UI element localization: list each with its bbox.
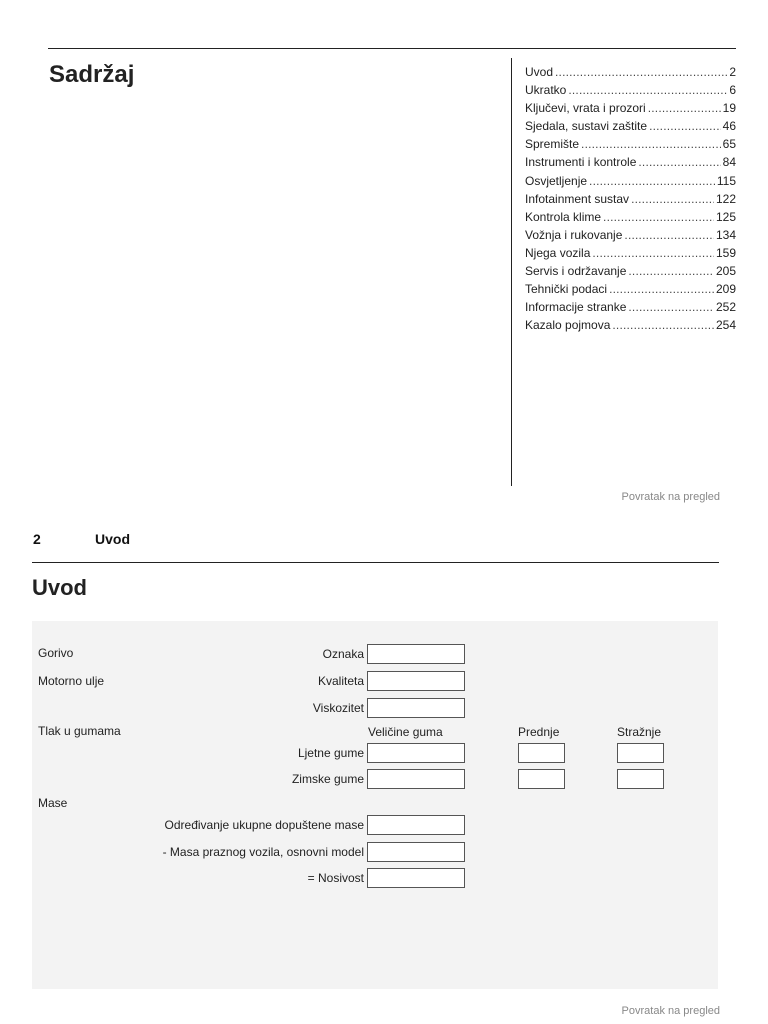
- toc-item[interactable]: [525, 280, 736, 298]
- toc-item[interactable]: [525, 298, 736, 316]
- fuel-designation-field[interactable]: [367, 644, 465, 664]
- winter-tire-size-field[interactable]: [367, 769, 465, 789]
- toc-item[interactable]: [525, 244, 736, 262]
- toc-item[interactable]: [525, 153, 736, 171]
- toc-leader-dots: [612, 316, 714, 334]
- toc-leader-dots: [555, 63, 727, 81]
- toc-item-label: Infotainment sustav: [525, 191, 630, 206]
- toc-item-label: Spremište: [525, 137, 580, 152]
- toc-leader-dots: [589, 172, 715, 190]
- toc-leader-dots: [581, 135, 721, 153]
- gross-mass-label: Određivanje ukupne dopuštene mase: [164, 818, 364, 832]
- rear-header: Stražnje: [617, 725, 662, 739]
- toc-item[interactable]: [525, 99, 736, 117]
- toc-item-label: Informacije stranke: [525, 300, 627, 315]
- toc-divider: [511, 58, 512, 486]
- toc-leader-dots: [649, 117, 721, 135]
- toc-item-page: 2: [729, 65, 736, 79]
- winter-front-pressure-field[interactable]: [518, 769, 565, 789]
- toc-item-page: 65: [722, 137, 736, 152]
- back-to-overview-link-2[interactable]: Povratak na pregled: [621, 1005, 720, 1017]
- toc-item-page: 205: [715, 264, 736, 279]
- page-number: 2: [33, 531, 41, 547]
- empty-mass-label: - Masa praznog vozila, osnovni model: [162, 845, 364, 859]
- toc-item-page: 122: [715, 191, 736, 206]
- toc-leader-dots: [628, 262, 714, 280]
- toc-item-page: 159: [715, 245, 736, 260]
- toc-item-label: Njega vozila: [525, 245, 591, 260]
- toc-item-label: Servis i održavanje: [525, 264, 627, 279]
- toc-item[interactable]: [525, 81, 736, 99]
- toc-item-label: Sjedala, sustavi zaštite: [525, 119, 648, 134]
- fuel-label: Gorivo: [38, 646, 74, 660]
- toc-leader-dots: [638, 153, 720, 171]
- toc-item-label: Osvjetljenje: [525, 173, 588, 188]
- toc-item-page: 209: [715, 282, 736, 297]
- back-to-overview-link[interactable]: Povratak na pregled: [621, 491, 720, 503]
- toc-leader-dots: [592, 244, 714, 262]
- toc-item[interactable]: [525, 262, 736, 280]
- oil-viscosity-field[interactable]: [367, 698, 465, 718]
- toc-item-page: 46: [722, 119, 736, 134]
- toc-item-page: 254: [715, 318, 736, 333]
- toc-leader-dots: [624, 226, 714, 244]
- toc-item-label: Ukratko: [525, 83, 567, 98]
- designation-label: Oznaka: [322, 647, 364, 661]
- winter-tires-label: Zimske gume: [291, 772, 364, 786]
- page-heading: Uvod: [32, 575, 87, 600]
- section-header: Uvod: [95, 531, 130, 547]
- payload-label: = Nosivost: [307, 871, 364, 885]
- toc-item-page: 84: [722, 155, 736, 170]
- top-rule: [48, 48, 736, 49]
- toc-item[interactable]: [525, 208, 736, 226]
- toc-item[interactable]: [525, 135, 736, 153]
- toc-item-page: 19: [722, 101, 736, 116]
- toc-item-label: Kazalo pojmova: [525, 318, 611, 333]
- toc-item-label: Uvod: [525, 65, 554, 79]
- gross-mass-field[interactable]: [367, 815, 465, 835]
- masses-label: Mase: [38, 796, 68, 810]
- summer-rear-pressure-field[interactable]: [617, 743, 664, 763]
- toc-leader-dots: [631, 190, 714, 208]
- winter-rear-pressure-field[interactable]: [617, 769, 664, 789]
- toc-item[interactable]: [525, 316, 736, 334]
- toc-item[interactable]: [525, 172, 736, 190]
- summer-front-pressure-field[interactable]: [518, 743, 565, 763]
- toc-item-label: Vožnja i rukovanje: [525, 227, 623, 242]
- toc-leader-dots: [609, 280, 714, 298]
- tire-pressure-label: Tlak u gumama: [38, 724, 121, 738]
- viscosity-label: Viskozitet: [312, 701, 364, 715]
- toc-item-page: 252: [715, 300, 736, 315]
- toc-list: [525, 63, 736, 334]
- empty-mass-field[interactable]: [367, 842, 465, 862]
- engine-oil-label: Motorno ulje: [38, 674, 105, 688]
- toc-item-page: 134: [715, 227, 736, 242]
- toc-item[interactable]: [525, 190, 736, 208]
- toc-item[interactable]: [525, 117, 736, 135]
- summer-tire-size-field[interactable]: [367, 743, 465, 763]
- toc-item-label: Tehnički podaci: [525, 282, 608, 297]
- toc-item[interactable]: [525, 63, 736, 81]
- toc-item-page: 115: [716, 173, 736, 188]
- toc-leader-dots: [603, 208, 714, 226]
- toc-item-label: Ključevi, vrata i prozori: [525, 101, 646, 116]
- toc-item[interactable]: [525, 226, 736, 244]
- tire-sizes-header: Veličine guma: [368, 725, 443, 739]
- toc-leader-dots: [648, 99, 721, 117]
- header-rule: [32, 562, 719, 563]
- toc-title: Sadržaj: [49, 61, 135, 88]
- payload-field[interactable]: [367, 868, 465, 888]
- summer-tires-label: Ljetne gume: [297, 746, 364, 760]
- front-header: Prednje: [518, 725, 560, 739]
- toc-item-label: Instrumenti i kontrole: [525, 155, 637, 170]
- toc-item-label: Kontrola klime: [525, 209, 602, 224]
- quality-label: Kvaliteta: [317, 674, 364, 688]
- toc-leader-dots: [568, 81, 727, 99]
- toc-item-page: 6: [729, 83, 736, 98]
- toc-item-page: 125: [715, 209, 736, 224]
- toc-leader-dots: [628, 298, 714, 316]
- oil-quality-field[interactable]: [367, 671, 465, 691]
